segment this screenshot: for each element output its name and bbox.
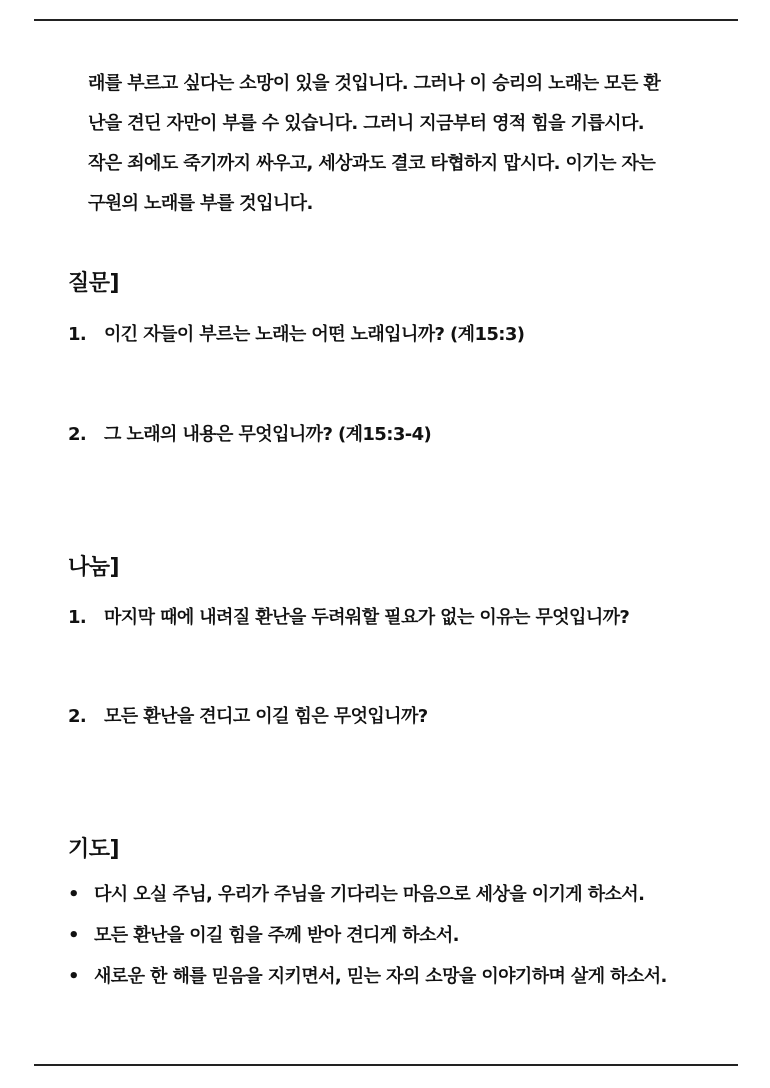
question-text: 이긴 자들이 부르는 노래는 어떤 노래입니까? (계15:3) — [104, 324, 525, 345]
intro-paragraph — [88, 64, 728, 224]
sharing-number: 1. — [68, 607, 87, 628]
intro-line: 난을 견딘 자만이 부를 수 있습니다. 그러니 지금부터 영적 힘을 기릅시다. — [88, 113, 644, 134]
prayer-text: 다시 오실 주님, 우리가 주님을 기다리는 마음으로 세상을 이기게 하소서. — [94, 884, 645, 905]
sharing-text: 마지막 때에 내려질 환난을 두려워할 필요가 없는 이유는 무엇입니까? — [104, 607, 630, 628]
top-rule — [34, 19, 738, 21]
prayer-item — [68, 915, 667, 956]
sharing-item-2 — [68, 702, 428, 728]
prayer-list — [68, 874, 667, 997]
sharing-item-1 — [68, 603, 629, 629]
intro-line: 구원의 노래를 부를 것입니다. — [88, 193, 313, 214]
question-number: 1. — [68, 324, 87, 345]
question-text: 그 노래의 내용은 무엇입니까? (계15:3-4) — [104, 424, 432, 445]
intro-line: 작은 죄에도 죽기까지 싸우고, 세상과도 결코 타협하지 맙시다. 이기는 자는 — [88, 153, 656, 174]
bullet: • — [68, 966, 79, 987]
question-number: 2. — [68, 424, 87, 445]
intro-line: 래를 부르고 싶다는 소망이 있을 것입니다. 그러나 이 승리의 노래는 모든 환 — [88, 73, 661, 94]
bullet: • — [68, 925, 79, 946]
question-item-2 — [68, 420, 431, 446]
sharing-number: 2. — [68, 706, 87, 727]
prayer-item — [68, 874, 667, 915]
questions-heading: 질문] — [68, 271, 120, 296]
prayer-heading: 기도] — [68, 837, 120, 862]
prayer-item — [68, 956, 667, 997]
prayer-text: 모든 환난을 이길 힘을 주께 받아 견디게 하소서. — [94, 925, 459, 946]
prayer-text: 새로운 한 해를 믿음을 지키면서, 믿는 자의 소망을 이야기하며 살게 하소서. — [94, 966, 667, 987]
question-item-1 — [68, 320, 524, 346]
bullet: • — [68, 884, 79, 905]
sharing-text: 모든 환난을 견디고 이길 힘은 무엇입니까? — [104, 706, 428, 727]
sharing-heading: 나눔] — [68, 555, 120, 580]
bottom-rule — [34, 1064, 738, 1066]
